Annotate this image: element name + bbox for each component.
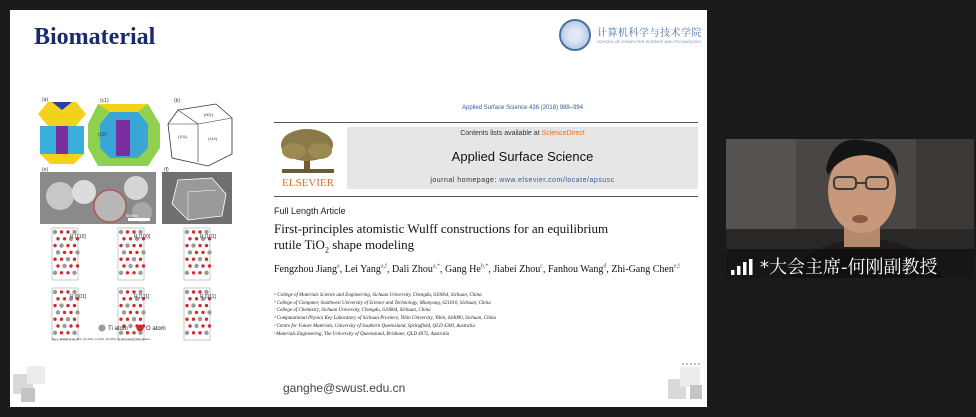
atom — [76, 324, 79, 327]
atom — [125, 303, 129, 307]
atom — [198, 331, 201, 334]
atom — [66, 317, 70, 321]
atom — [59, 303, 63, 307]
atom — [141, 310, 145, 314]
atom — [188, 324, 191, 327]
panel-label-b: (b) — [174, 98, 181, 104]
atom — [195, 251, 198, 254]
atom — [69, 311, 72, 314]
crystal-figure — [38, 96, 233, 344]
journal-name: Applied Surface Science — [451, 149, 594, 164]
contact-email: ganghe@swust.edu.cn — [283, 381, 406, 395]
atom — [192, 230, 195, 233]
atom — [198, 257, 202, 261]
atom — [185, 271, 189, 275]
atom — [129, 237, 132, 240]
atom — [53, 318, 56, 321]
atom — [63, 297, 66, 300]
atom — [194, 324, 198, 328]
author: Zhi-Gang Chen$^{e,f}$ — [611, 264, 681, 276]
article-title: First-principles atomistic Wulff constructions for an equilibrium rutile TiO$_2$ shape modeling — [274, 221, 609, 255]
atom — [122, 250, 126, 254]
affiliation: ᵈ Computational Physics Key Laboratory of Sichuan Province, Yibin University, Yibin, 644000, Sichuan, China — [274, 316, 496, 322]
sciencedirect-link: ScienceDirect — [541, 130, 585, 137]
article-type: Full Length Article — [274, 206, 346, 216]
atom — [135, 311, 138, 314]
school-logo — [559, 19, 707, 51]
affiliation: ᶜ College of Chemistry, Sichuan University, Chengdu, 610064, Sichuan, China — [274, 308, 431, 314]
atom — [126, 318, 129, 321]
atom — [69, 264, 72, 267]
atom — [76, 264, 79, 267]
atom — [139, 318, 142, 321]
atom — [60, 258, 63, 261]
atom — [125, 243, 129, 247]
author: Jiabei Zhou$^c$, — [493, 264, 548, 276]
atom — [73, 318, 76, 321]
atom — [188, 264, 191, 267]
atom — [128, 264, 132, 268]
figure-caption: Fig. 1. Models of (a) (110), (b) (100), (c) (101), (d) (001), (e) (111) and (f) (011) planes. — [52, 338, 151, 341]
atom — [129, 297, 132, 300]
atom — [63, 237, 66, 240]
legend-o: O atom — [146, 326, 166, 332]
atom — [72, 271, 76, 275]
atom — [135, 251, 138, 254]
atom — [139, 244, 142, 247]
atom — [126, 271, 129, 274]
atom — [195, 237, 198, 240]
wulff-shape-a — [38, 102, 86, 164]
atom — [132, 317, 136, 321]
atom — [119, 304, 122, 307]
participant-name: *大会主席-何刚副教授 — [760, 257, 938, 278]
atom — [53, 331, 57, 335]
atom — [129, 311, 132, 314]
school-seal-icon — [559, 19, 591, 51]
atom — [198, 304, 201, 307]
atom — [56, 237, 59, 240]
atom — [132, 304, 135, 307]
atom — [56, 264, 59, 267]
atom — [138, 271, 142, 275]
atom — [204, 331, 208, 335]
atom — [63, 311, 66, 314]
affiliation-list — [274, 292, 704, 338]
atom — [185, 331, 189, 335]
atom — [122, 310, 126, 314]
homepage-line: journal homepage: www.elsevier.com/locate/apsusc — [430, 177, 615, 184]
author-list — [274, 261, 704, 276]
panel-label-e: (e) — [42, 167, 49, 173]
atom — [122, 297, 125, 300]
atom — [122, 237, 125, 240]
atom — [73, 258, 76, 261]
atom — [75, 250, 79, 254]
atom — [62, 324, 66, 328]
elsevier-logo — [274, 127, 342, 189]
affiliation: ᵉ Centre for Future Materials, University of Southern Queensland, Springfield, QLD 4300, Australia — [274, 323, 475, 329]
atom — [53, 290, 57, 294]
atom — [119, 271, 123, 275]
scale-bar-label: 500nm — [126, 213, 139, 218]
atom — [205, 304, 208, 307]
atom — [192, 271, 195, 274]
atom — [201, 311, 204, 314]
atom — [205, 244, 208, 247]
atom — [60, 331, 63, 334]
atom — [69, 251, 72, 254]
atom — [56, 324, 59, 327]
atom — [119, 318, 122, 321]
atom — [185, 258, 188, 261]
facet-label: (101) — [178, 134, 188, 139]
atom — [141, 250, 145, 254]
atom — [56, 250, 60, 254]
atom — [188, 237, 191, 240]
atom — [66, 331, 69, 334]
direction-label: R [101] — [200, 234, 217, 240]
direction-label: R [011] — [200, 294, 216, 300]
atom — [126, 258, 129, 261]
shared-slide — [10, 10, 707, 407]
atomistic-slabs — [52, 228, 212, 340]
atom — [135, 264, 138, 267]
atom — [188, 310, 192, 314]
slide-title: Biomaterial — [34, 24, 156, 50]
atom — [53, 244, 56, 247]
atom — [205, 318, 208, 321]
atom — [53, 304, 56, 307]
panel-label-f: (f) — [164, 167, 169, 173]
atom — [192, 331, 195, 334]
atom — [60, 230, 63, 233]
homepage-url: www.elsevier.com/locate/apsusc — [499, 177, 615, 184]
atom — [195, 311, 198, 314]
direction-label: R [110] — [70, 234, 86, 240]
decorative-squares-icon — [13, 366, 49, 402]
atom — [195, 297, 198, 300]
atom — [119, 230, 123, 234]
atom — [63, 251, 66, 254]
atom — [207, 250, 211, 254]
atom — [56, 297, 59, 300]
affiliation: ᵃ College of Materials Science and Engineering, Sichuan University, Chengdu, 610064, Sichuan, China — [274, 293, 482, 298]
atom — [185, 304, 188, 307]
atom — [132, 257, 136, 261]
atom — [60, 290, 63, 293]
atom — [122, 264, 125, 267]
atom — [119, 290, 123, 294]
decorative-squares-icon — [668, 363, 704, 403]
author: Fengzhou Jiang$^a$, — [274, 264, 345, 276]
ti-atom-icon — [99, 325, 106, 332]
atom — [185, 244, 188, 247]
atom — [128, 324, 132, 328]
atom — [72, 331, 76, 335]
atom — [142, 264, 145, 267]
atom — [132, 331, 135, 334]
facet-label: (001) — [204, 112, 214, 117]
elsevier-wordmark: ELSEVIER — [282, 177, 334, 189]
direction-label: R [100] — [134, 234, 151, 240]
journal-masthead — [347, 127, 698, 189]
atom — [198, 244, 201, 247]
atom — [56, 310, 60, 314]
legend-ti: Ti atom — [108, 326, 128, 332]
contents-line: Contents lists available at ScienceDirect — [460, 130, 585, 137]
author: Gang $He^{b,*}$, — [445, 264, 494, 276]
signal-bars-icon — [731, 259, 753, 275]
school-name: 计算机科学与技术学院 — [597, 28, 702, 39]
author: Lei Yang$^{a,f}$, — [344, 264, 393, 276]
atom — [201, 251, 204, 254]
header-rule — [274, 196, 698, 197]
masthead-rule — [274, 122, 698, 123]
atom — [53, 230, 57, 234]
atom — [207, 310, 211, 314]
atom — [191, 303, 195, 307]
atom — [188, 250, 192, 254]
atom — [53, 271, 57, 275]
facet-label: (110) — [208, 136, 218, 141]
atom — [198, 271, 201, 274]
atom — [66, 304, 69, 307]
atom — [208, 264, 211, 267]
atom — [139, 258, 142, 261]
direction-label: R [111] — [134, 294, 150, 300]
atom — [73, 304, 76, 307]
atom — [194, 264, 198, 268]
atom — [60, 271, 63, 274]
atom — [192, 290, 195, 293]
atom — [201, 324, 204, 327]
author: Dali Zhou$^{a,*}$, — [392, 264, 446, 276]
atom — [132, 244, 135, 247]
atom — [119, 244, 122, 247]
atom — [75, 310, 79, 314]
atom — [126, 290, 129, 293]
atom — [198, 317, 202, 321]
atom — [62, 264, 66, 268]
atom — [73, 244, 76, 247]
atom — [59, 243, 63, 247]
atom — [205, 258, 208, 261]
panel-label-a: (a) — [42, 97, 49, 103]
o-atom-icon — [137, 325, 144, 332]
atom — [53, 258, 56, 261]
atom — [66, 257, 70, 261]
atom — [185, 230, 189, 234]
participant-video-tile[interactable] — [726, 139, 974, 278]
atom — [185, 290, 189, 294]
atom — [192, 258, 195, 261]
author: Fanhou Wang$^d$, — [547, 264, 609, 276]
atom — [69, 324, 72, 327]
atom — [201, 264, 204, 267]
journal-citation: Applied Surface Science 436 (2018) 989–994 — [462, 105, 584, 111]
school-name-english: SCHOOL OF COMPUTER SCIENCE AND TECHNOLOGY — [597, 39, 702, 44]
atom — [126, 230, 129, 233]
participant-name-bar — [726, 249, 974, 278]
atom — [119, 258, 122, 261]
atom — [185, 318, 188, 321]
panel-label-c2: (c2) — [98, 132, 107, 138]
atom — [204, 271, 208, 275]
atom — [208, 324, 211, 327]
atom — [66, 244, 69, 247]
affiliation: ᵇ College of Computer, Southwest University of Science and Technology, Mianyang, 621010, Sichuan, China — [274, 300, 491, 306]
atom — [188, 297, 191, 300]
atom — [129, 251, 132, 254]
atom — [66, 271, 69, 274]
panel-label-c1: (c1) — [100, 98, 109, 104]
atom — [60, 318, 63, 321]
direction-label: R [001] — [70, 294, 87, 300]
atom — [132, 271, 135, 274]
atom — [139, 304, 142, 307]
atom — [191, 243, 195, 247]
affiliation: ᶠ Materials Engineering, The University of Queensland, Brisbane, QLD 4072, Australia — [274, 331, 450, 337]
atom — [192, 318, 195, 321]
